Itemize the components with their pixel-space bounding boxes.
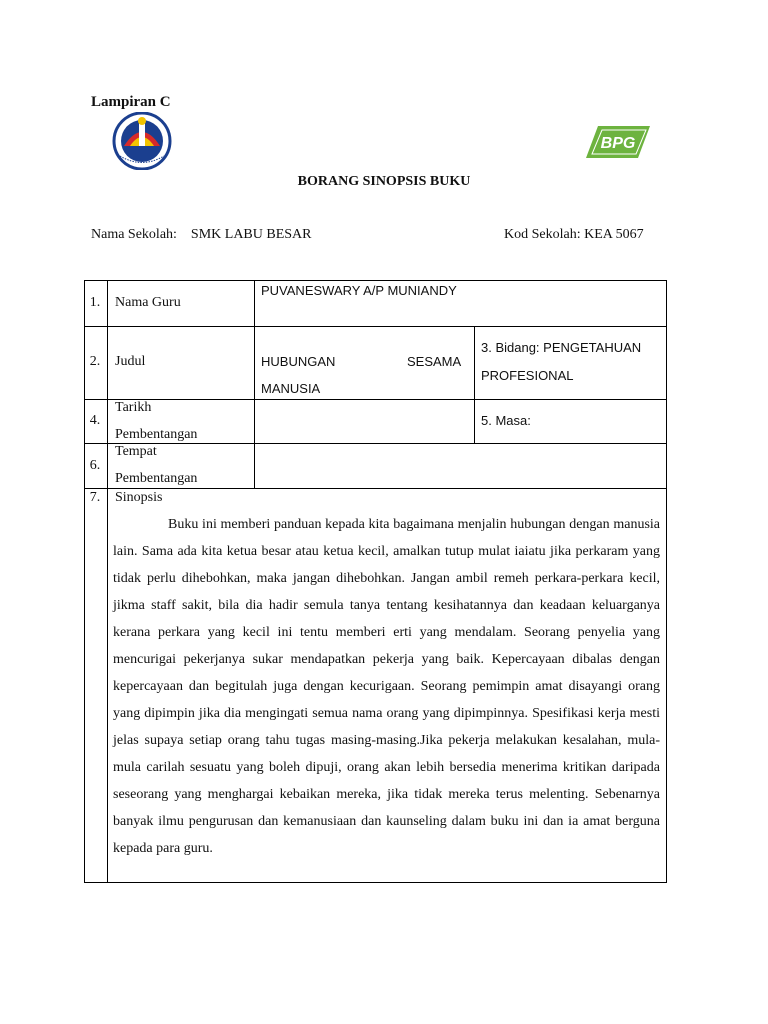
svg-text:BPG: BPG <box>600 135 636 152</box>
row-2-number: 2. <box>89 354 101 369</box>
document-title: BORANG SINOPSIS BUKU <box>297 174 471 189</box>
bpg-logo <box>584 124 652 160</box>
school-name-row <box>91 227 312 243</box>
judul-value-word-2: SESAMA <box>407 354 462 369</box>
synopsis-text: Buku ini memberi panduan kepada kita bagaimana menjalin hubungan dengan manusia lain. Sama ada kita ketua besar atau ketua kecil, amalkan tutup mulat iaiatu jika perkaram yang tidak perlu dihebohkan, maka jangan dihebohkan. Jangan ambil remeh perkara-perkara kecil, jikma staff sakit, bila dia hadir semula tanya tentang kesihatannya dan keadaan keluarganya kerana perkara yang kecil ini tentu memberi erti yang mendalam. Seorang penyelia yang mencurigai pekerjanya sukar mendapatkan pekerja yang baik. Kepercayaan dibalas dengan kepercayaan dan begitulah juga dengan kecurigaan. Seorang pemimpin amat disayangi orang yang dipimpin jika dia mengingati semua nama orang yang dipimpinnya. Spesifikasi kerja mesti jelas supaya setiap orang tahu tugas masing-masing.Jika pekerja melakukan kesalahan, mula-mula carilah sesuatu yang boleh dipuji, orang akan lebih bersedia menerima kritikan daripada seseorang yang menghargai kebaikan mereka, jika tidak mereka terus melenting. Sebenarnya banyak ilmu pengurusan dan kemanusiaan dan kaunseling dalam buku ini dan ia amat berguna kepada para guru. <box>113 517 660 856</box>
row-4-label-line-1: Tarikh <box>115 400 152 415</box>
school-name-value: SMK LABU BESAR <box>190 227 312 242</box>
school-code-row <box>504 227 644 243</box>
row-1-label: Nama Guru <box>115 295 181 310</box>
school-name-label: Nama Sekolah: <box>91 227 177 242</box>
judul-value-word-1: HUBUNGAN <box>261 354 336 369</box>
lampiran-label: Lampiran C <box>91 94 171 110</box>
row-6-number: 6. <box>89 458 101 473</box>
kpm-logo <box>110 112 174 170</box>
row-7-label: Sinopsis <box>115 490 163 505</box>
bidang-line-1: 3. Bidang: PENGETAHUAN <box>481 340 642 355</box>
row-4-label-line-2: Pembentangan <box>115 427 198 442</box>
bidang-line-2: PROFESIONAL <box>481 368 574 383</box>
row-7-number: 7. <box>89 490 101 505</box>
row-6-label-line-2: Pembentangan <box>115 471 198 486</box>
row-4-number: 4. <box>89 413 101 428</box>
row-6-label-line-1: Tempat <box>115 444 157 459</box>
row-1-number: 1. <box>89 295 101 310</box>
school-code-label: Kod Sekolah: <box>504 227 581 242</box>
masa-label: 5. Masa: <box>481 413 531 428</box>
school-code-value: KEA 5067 <box>584 227 644 242</box>
nama-guru-value: PUVANESWARY A/P MUNIANDY <box>261 283 457 298</box>
row-2-label: Judul <box>115 354 146 369</box>
judul-value-line-2: MANUSIA <box>261 381 321 396</box>
